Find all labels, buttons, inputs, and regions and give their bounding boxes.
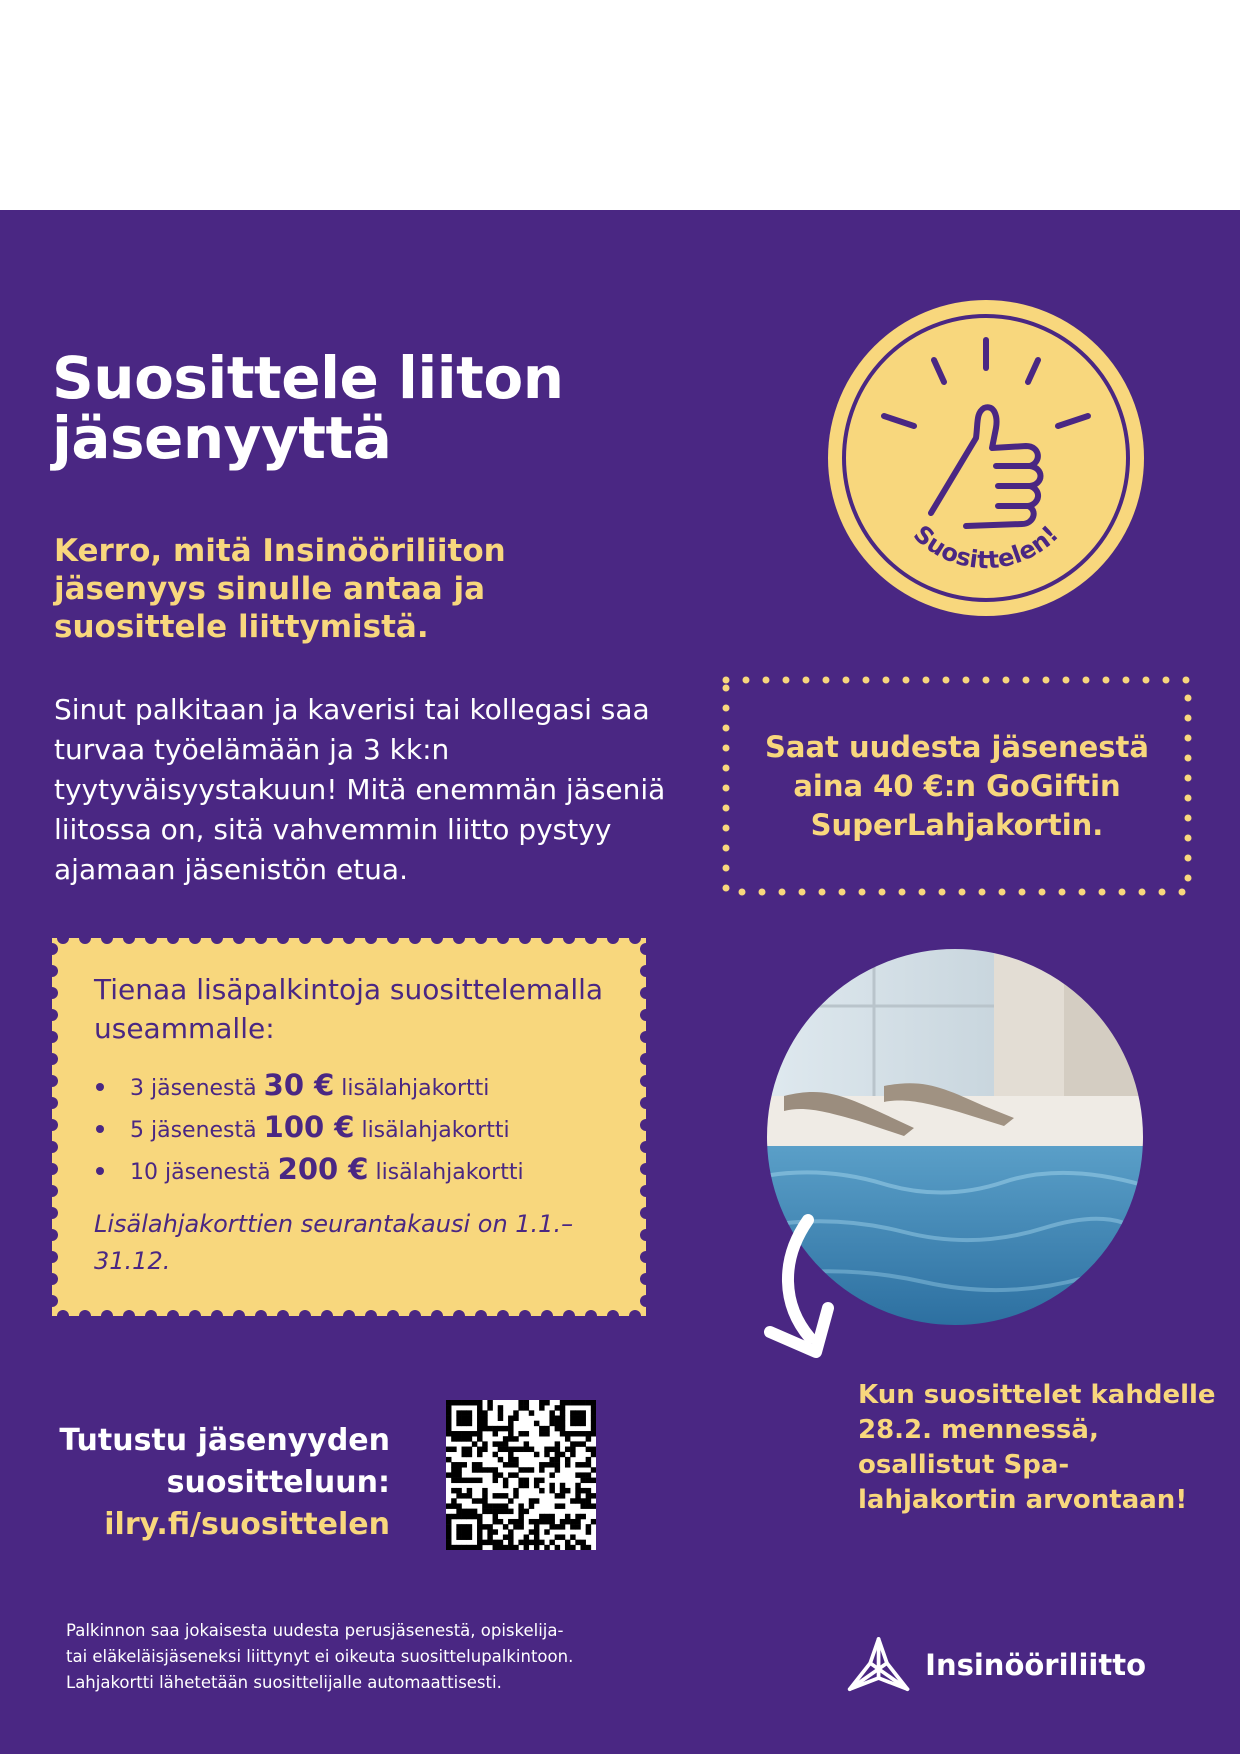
- rewards-list: [94, 1066, 624, 1192]
- cta: [30, 1420, 390, 1546]
- poster: [0, 210, 1240, 1754]
- list-item: 3 jäsenestä 30 € lisälahjakortti: [94, 1066, 624, 1108]
- offer-box: [722, 676, 1192, 896]
- cta-line-1: Tutustu jäsenyyden: [59, 1423, 390, 1458]
- subtitle: Kerro, mitä Insinööriliiton jäsenyys sinulle antaa ja suosittele liittymistä.: [54, 533, 506, 645]
- rewards-ticket: [52, 938, 646, 1316]
- offer-text: Saat uudesta jäsenestä aina 40 €:n GoGiftin SuperLahjakortin.: [765, 729, 1149, 842]
- footnote-line: Palkinnon saa jokaisesta uudesta perusjäsenestä, opiskelija-: [66, 1621, 564, 1640]
- logo: [846, 1630, 1146, 1700]
- title-line-2: jäsenyyttä: [52, 404, 392, 472]
- list-item: 10 jäsenestä 200 € lisälahjakortti: [94, 1150, 624, 1192]
- insinooriliitto-logo-icon: [846, 1633, 911, 1697]
- cta-line-2: suositteluun:: [166, 1465, 390, 1500]
- curved-arrow-icon: [760, 1210, 870, 1370]
- footnote-line: tai eläkeläisjäseneksi liittynyt ei oikeuta suosittelupalkintoon.: [66, 1647, 574, 1666]
- cta-link[interactable]: ilry.fi/suosittelen: [104, 1507, 390, 1542]
- list-item: 5 jäsenestä 100 € lisälahjakortti: [94, 1108, 624, 1150]
- footnote-line: Lahjakortti lähetetään suosittelijalle automaattisesti.: [66, 1673, 502, 1692]
- qr-code-icon[interactable]: [446, 1400, 596, 1550]
- body-text: Sinut palkitaan ja kaverisi tai kollegasi saa turvaa työelämään ja 3 kk:n tyytyväisyystakuun! Mitä enemmän jäseniä liitossa on, sitä vahvemmin liitto pystyy ajamaan jäsenistön etua.: [54, 693, 666, 886]
- title-line-1: Suosittele liiton: [52, 344, 564, 412]
- ticket-note: Lisälahjakorttien seurantakausi on 1.1.–31.12.: [94, 1210, 574, 1275]
- logo-text: Insinööriliitto: [925, 1648, 1146, 1682]
- footnote: [66, 1618, 686, 1696]
- page-title: [52, 344, 692, 472]
- ticket-heading: Tienaa lisäpalkintoja suosittelemalla useammalle:: [94, 973, 604, 1045]
- badge-text: Suosittelen!: [908, 519, 1064, 575]
- draw-text: Kun suosittelet kahdelle 28.2. mennessä, osallistut Spa-lahjakortin arvontaan!: [858, 1380, 1216, 1515]
- suosittelen-badge: [826, 298, 1146, 618]
